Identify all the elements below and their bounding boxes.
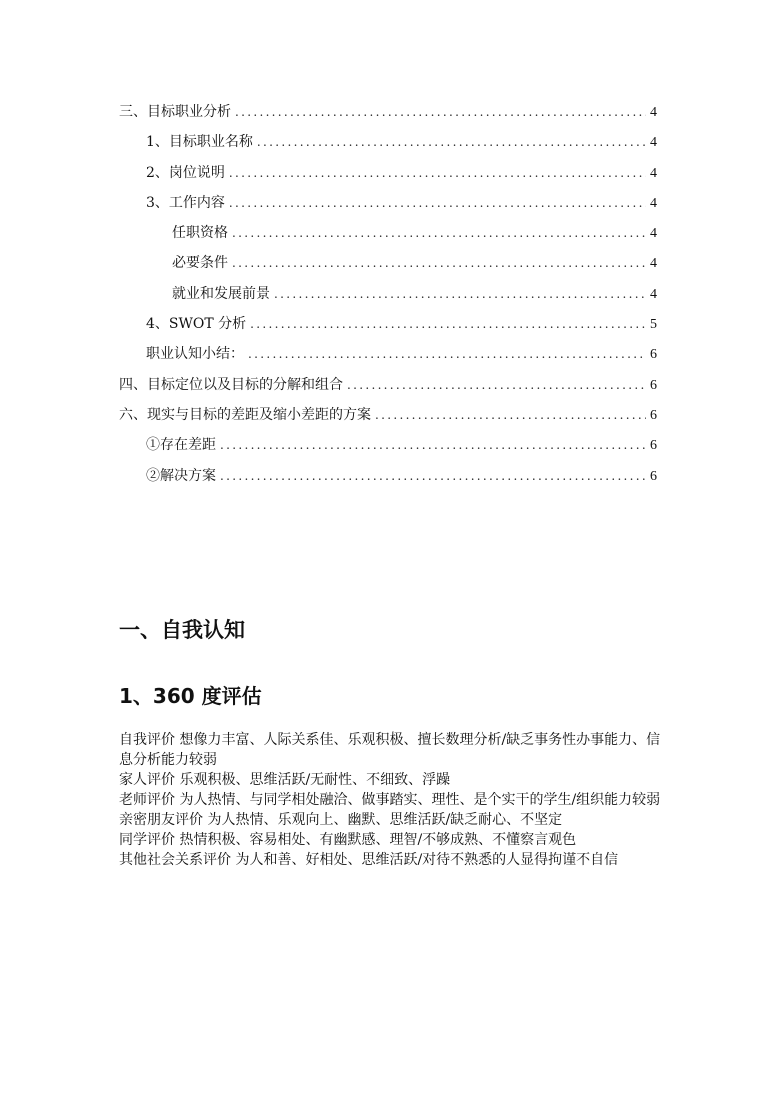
- evaluation-paragraph: 家人评价 乐观积极、思维活跃/无耐性、不细致、浮躁: [119, 772, 451, 788]
- toc-leader-dots: [229, 188, 646, 218]
- toc-entry-title: 3、工作内容: [146, 194, 225, 211]
- toc-entry[interactable]: [119, 248, 657, 278]
- toc-entry-page: 6: [650, 377, 657, 393]
- toc-entry[interactable]: [119, 158, 657, 188]
- evaluation-paragraph: 自我评价 想像力丰富、人际关系佳、乐观积极、擅长数理分析/缺乏事务性办事能力、信息分析能力较弱: [119, 732, 661, 768]
- toc-entry-title: 三、目标职业分析: [119, 104, 231, 120]
- toc-leader-dots: [347, 370, 646, 400]
- toc-leader-dots: [220, 430, 646, 460]
- toc-entry[interactable]: [119, 400, 657, 430]
- evaluation-list: [119, 730, 667, 870]
- toc-entry-page: 6: [650, 468, 657, 484]
- toc-entry[interactable]: [119, 309, 657, 339]
- toc-leader-dots: [229, 158, 646, 188]
- toc-entry-title: ①存在差距: [146, 437, 216, 454]
- toc-leader-dots: [232, 248, 646, 278]
- toc-leader-dots: [235, 97, 646, 127]
- toc-entry-title: 就业和发展前景: [172, 285, 270, 302]
- toc-leader-dots: [248, 339, 646, 369]
- toc-entry-page: 4: [650, 286, 657, 302]
- toc-entry-title: 2、岗位说明: [146, 164, 225, 181]
- toc-entry[interactable]: [119, 430, 657, 460]
- toc-entry-title: 任职资格: [172, 225, 228, 242]
- toc-leader-dots: [257, 127, 646, 157]
- toc-entry[interactable]: [119, 218, 657, 248]
- toc-entry-title: 4、SWOT 分析: [146, 316, 247, 333]
- toc-entry-page: 6: [650, 438, 657, 454]
- toc-leader-dots: [375, 400, 646, 430]
- toc-entry-page: 6: [650, 347, 657, 363]
- toc-entry[interactable]: [119, 339, 657, 369]
- toc-entry-page: 4: [650, 256, 657, 272]
- toc-entry[interactable]: [119, 127, 657, 157]
- evaluation-paragraph: 其他社会关系评价 为人和善、好相处、思维活跃/对待不熟悉的人显得拘谨不自信: [119, 852, 619, 868]
- toc-entry[interactable]: [119, 461, 657, 491]
- toc-leader-dots: [250, 309, 646, 339]
- subsection-heading: 1、360 度评估: [119, 684, 262, 708]
- toc-leader-dots: [274, 279, 646, 309]
- toc-entry-page: 5: [650, 317, 657, 333]
- toc-entry-title: 职业认知小结：: [146, 346, 244, 363]
- toc-entry[interactable]: [119, 188, 657, 218]
- table-of-contents: [119, 97, 657, 491]
- evaluation-paragraph: 亲密朋友评价 为人热情、乐观向上、幽默、思维活跃/缺乏耐心、不坚定: [119, 812, 563, 828]
- toc-entry-title: 六、现实与目标的差距及缩小差距的方案: [119, 406, 371, 423]
- section-heading: 一、自我认知: [119, 618, 245, 642]
- toc-entry-title: 1、目标职业名称: [146, 134, 253, 151]
- toc-entry-title: ②解决方案: [146, 467, 216, 484]
- toc-entry-title: 必要条件: [172, 255, 228, 272]
- toc-entry-page: 4: [650, 165, 657, 181]
- toc-entry[interactable]: [119, 97, 657, 127]
- toc-entry-title: 四、目标定位以及目标的分解和组合: [119, 376, 343, 393]
- toc-leader-dots: [232, 218, 646, 248]
- toc-entry-page: 4: [650, 195, 657, 211]
- toc-entry-page: 4: [650, 105, 657, 120]
- evaluation-paragraph: 同学评价 热情积极、容易相处、有幽默感、理智/不够成熟、不懂察言观色: [119, 832, 577, 848]
- toc-entry-page: 4: [650, 135, 657, 151]
- toc-leader-dots: [220, 461, 646, 491]
- toc-entry-page: 6: [650, 407, 657, 423]
- toc-entry[interactable]: [119, 370, 657, 400]
- toc-entry-page: 4: [650, 226, 657, 242]
- evaluation-paragraph: 老师评价 为人热情、与同学相处融洽、做事踏实、理性、是个实干的学生/组织能力较弱: [119, 792, 661, 808]
- toc-entry[interactable]: [119, 279, 657, 309]
